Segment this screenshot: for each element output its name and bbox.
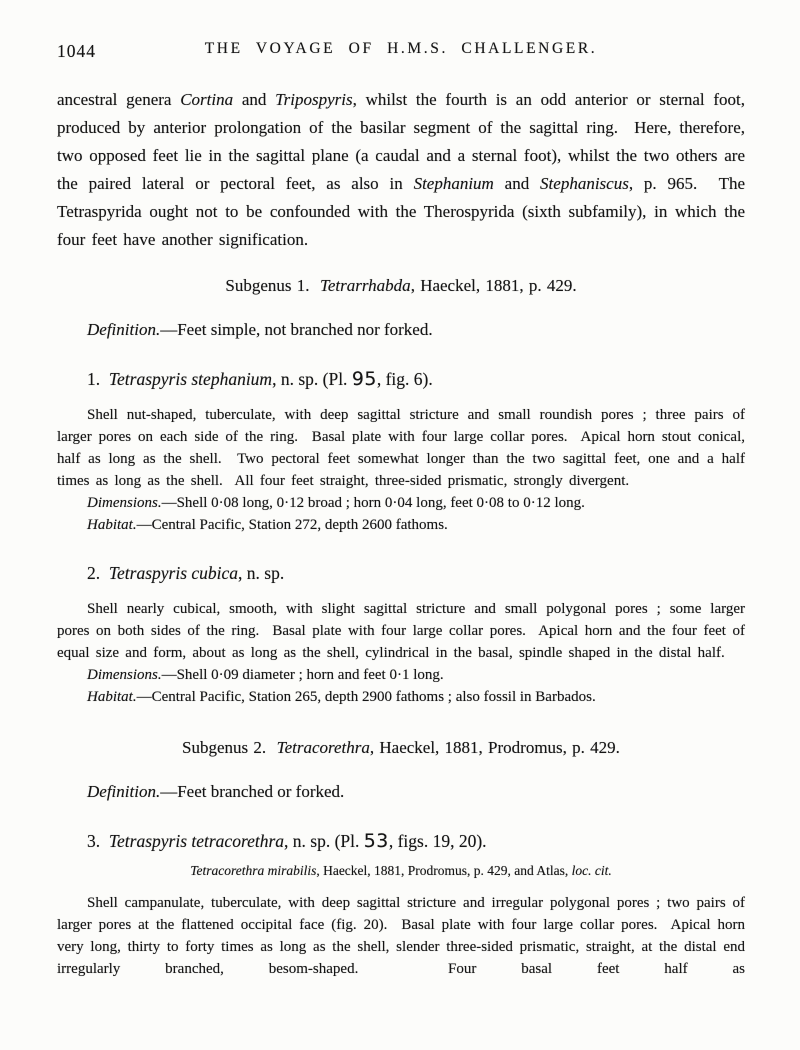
species-3-heading: 3. Tetraspyris tetracorethra, n. sp. (Pl. 53, figs. 19, 20). [87, 830, 487, 852]
species-3-description: Shell campanulate, tuberculate, with deep sagittal stricture and irregular polygonal pores ; two pairs of larger pores at the flattened occipital face (fig. 20). Basal plate with four large collar pores. Apical horn very long, thirty to forty times as long as the shell, slender three-sided prismatic, straight, at the distal end irregularly branched, besom-shaped. Four basal feet half as [57, 895, 745, 977]
species-2-habitat: Habitat.—Central Pacific, Station 265, depth 2900 fathoms ; also fossil in Barbados. [87, 689, 596, 705]
subgenus-2-heading: Subgenus 2. Tetracorethra, Haeckel, 1881, Prodromus, p. 429. [182, 738, 620, 757]
species-1-dimensions: Dimensions.—Shell 0·08 long, 0·12 broad ; horn 0·04 long, feet 0·08 to 0·12 long. [87, 495, 585, 511]
species-3-synonym: Tetracorethra mirabilis, Haeckel, 1881, Prodromus, p. 429, and Atlas, loc. cit. [190, 863, 612, 878]
running-title: THE VOYAGE OF H.M.S. CHALLENGER. [204, 40, 598, 57]
species-1-description: Shell nut-shaped, tuberculate, with deep sagittal stricture and small roundish pores ; three pairs of larger pores on each side of the ring. Basal plate with four large collar pores. Apical horn stout conical, half as long as the shell. Two pectoral feet somewhat longer than the two sagittal feet, one and a half times as long as the shell. All four feet straight, three-sided prismatic, strongly divergent. [57, 407, 745, 489]
species-1-heading: 1. Tetraspyris stephanium, n. sp. (Pl. 95, fig. 6). [87, 368, 433, 390]
page-number: 1044 [57, 41, 96, 61]
page-header [57, 40, 745, 62]
species-2-dimensions: Dimensions.—Shell 0·09 diameter ; horn and feet 0·1 long. [87, 667, 444, 683]
subgenus-2-definition: Definition.—Feet branched or forked. [87, 782, 345, 801]
species-1-habitat: Habitat.—Central Pacific, Station 272, depth 2600 fathoms. [87, 517, 448, 533]
species-2-description: Shell nearly cubical, smooth, with slight sagittal stricture and small polygonal pores ; some larger pores on both sides of the ring. Basal plate with four large collar pores. Apical horn and the four feet of equal size and form, about as long as the shell, cylindrical in the basal, spindle shaped in the distal half. [57, 601, 745, 661]
species-2-heading: 2. Tetraspyris cubica, n. sp. [87, 563, 285, 583]
subgenus-1-definition: Definition.—Feet simple, not branched nor forked. [87, 320, 433, 339]
intro-paragraph: ancestral genera Cortina and Tripospyris, whilst the fourth is an odd anterior or sternal foot, produced by anterior prolongation of the basilar segment of the sagittal ring. Here, therefore, two opposed feet lie in the sagittal plane (a caudal and a sternal foot), whilst the two others are the paired lateral or pectoral feet, as also in Stephanium and Stephaniscus, p. 965. The Tetraspyrida ought not to be confounded with the Therospyrida (sixth subfamily), in which the four feet have another signification. [57, 90, 746, 249]
subgenus-1-heading: Subgenus 1. Tetrarrhabda, Haeckel, 1881, p. 429. [225, 276, 577, 295]
